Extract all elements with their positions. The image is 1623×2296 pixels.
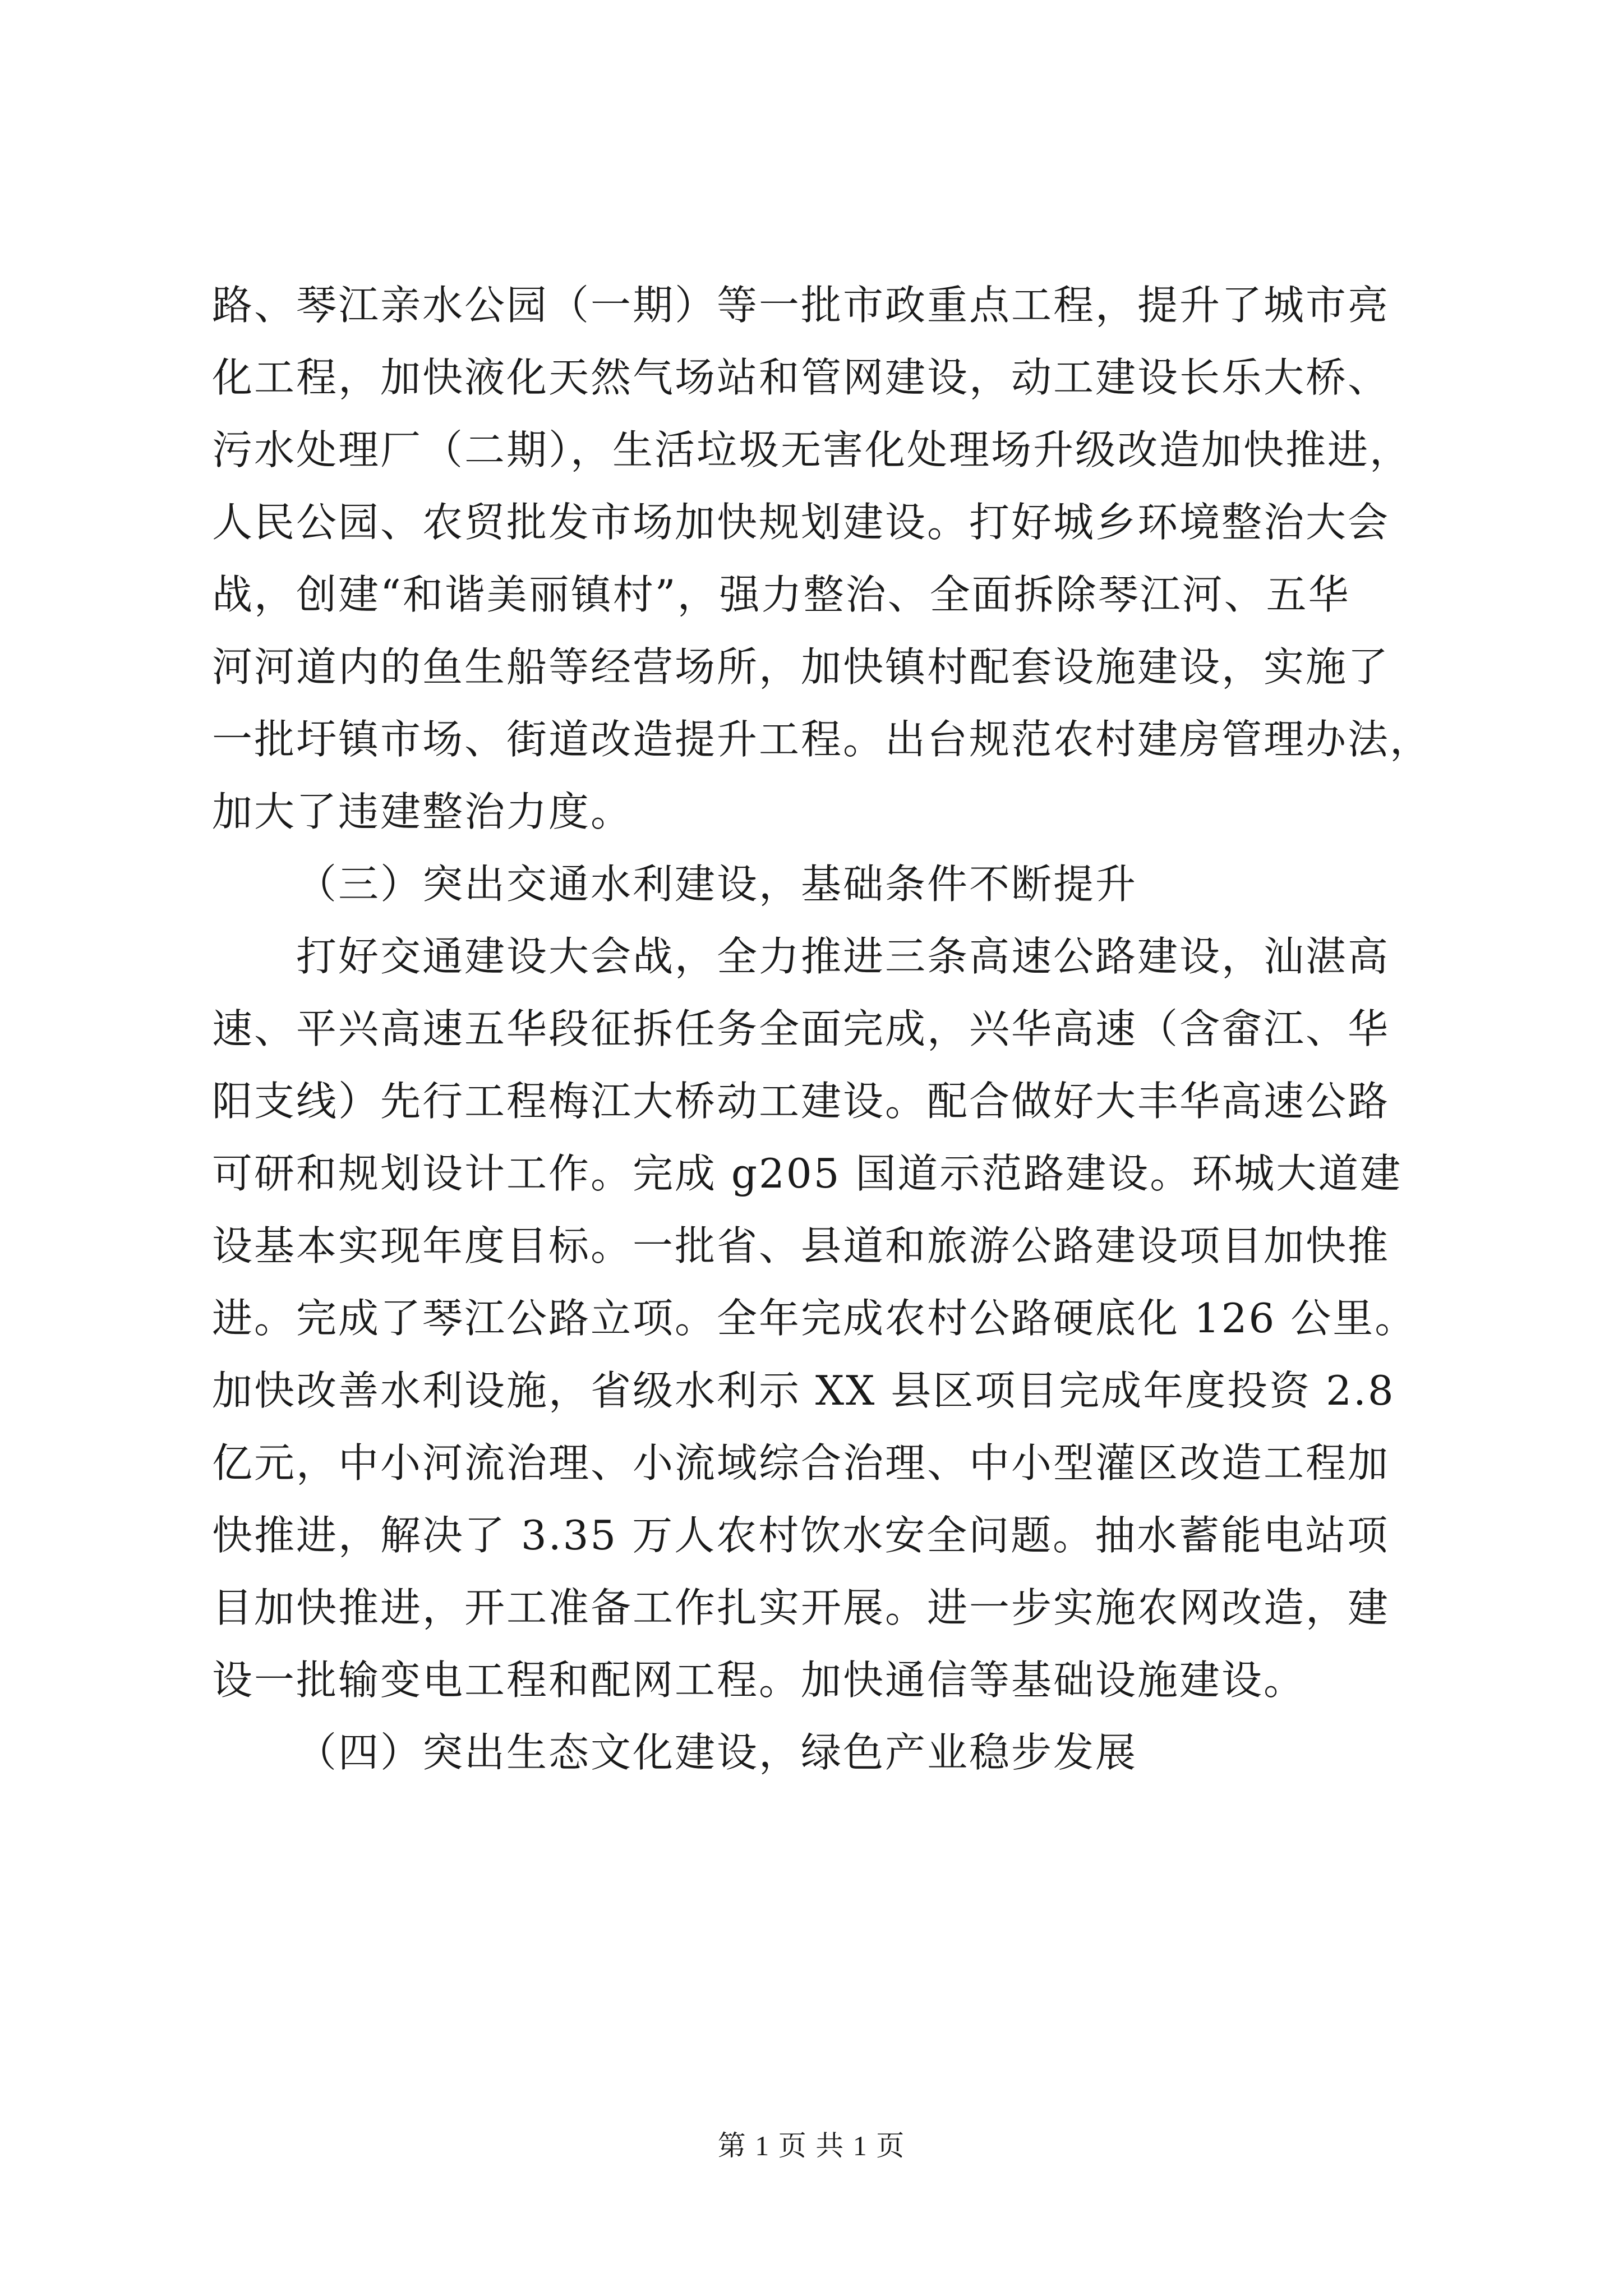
page-footer bbox=[0, 2129, 1623, 2162]
text-line: 污水处理厂（二期），生活垃圾无害化处理场升级改造加快推进， bbox=[212, 426, 1412, 473]
heading-text: （三）突出交通水利建设，基础条件不断提升 bbox=[296, 861, 1138, 908]
section-heading-4 bbox=[212, 1717, 1440, 1789]
text-line: 亿元，中小河流治理、小流域综合治理、中小型灌区改造工程加 bbox=[212, 1439, 1390, 1487]
section-heading-3 bbox=[212, 848, 1440, 921]
text-line: 可研和规划设计工作。完成 g205 国道示范路建设。环城大道建 bbox=[212, 1150, 1403, 1197]
text-line: 战，创建“和谐美丽镇村”，强力整治、全面拆除琴江河、五华 bbox=[212, 571, 1350, 618]
text-line: 化工程，加快液化天然气场站和管网建设，动工建设长乐大桥、 bbox=[212, 354, 1390, 401]
heading-text: （四）突出生态文化建设，绿色产业稳步发展 bbox=[296, 1729, 1138, 1776]
text-line: 河河道内的鱼生船等经营场所，加快镇村配套设施建设，实施了 bbox=[212, 643, 1390, 691]
text-line: 打好交通建设大会战，全力推进三条高速公路建设，汕湛高 bbox=[296, 933, 1390, 980]
text-line: 目加快推进，开工准备工作扎实开展。进一步实施农网改造，建 bbox=[212, 1584, 1390, 1631]
paragraph-transport-water bbox=[212, 921, 1440, 1717]
document-body bbox=[212, 269, 1440, 1789]
text-line: 快推进，解决了 3.35 万人农村饮水安全问题。抽水蓄能电站项 bbox=[212, 1512, 1390, 1559]
text-line: 一批圩镇市场、街道改造提升工程。出台规范农村建房管理办法， bbox=[212, 716, 1432, 763]
page-number: 第 1 页 共 1 页 bbox=[717, 2130, 906, 2161]
text-line: 人民公园、农贸批发市场加快规划建设。打好城乡环境整治大会 bbox=[212, 499, 1390, 546]
text-line: 路、琴江亲水公园（一期）等一批市政重点工程，提升了城市亮 bbox=[212, 282, 1390, 329]
text-line: 阳支线）先行工程梅江大桥动工建设。配合做好大丰华高速公路 bbox=[212, 1078, 1390, 1125]
text-line: 设一批输变电工程和配网工程。加快通信等基础设施建设。 bbox=[212, 1657, 1306, 1704]
text-line: 进。完成了琴江公路立项。全年完成农村公路硬底化 126 公里。 bbox=[212, 1295, 1417, 1342]
text-line: 加快改善水利设施，省级水利示 XX 县区项目完成年度投资 2.8 bbox=[212, 1367, 1395, 1414]
text-line: 设基本实现年度目标。一批省、县道和旅游公路建设项目加快推 bbox=[212, 1222, 1390, 1269]
text-line: 加大了违建整治力度。 bbox=[212, 788, 633, 835]
text-line: 速、平兴高速五华段征拆任务全面完成，兴华高速（含畲江、华 bbox=[212, 1005, 1390, 1052]
paragraph-municipal-works bbox=[212, 269, 1440, 848]
